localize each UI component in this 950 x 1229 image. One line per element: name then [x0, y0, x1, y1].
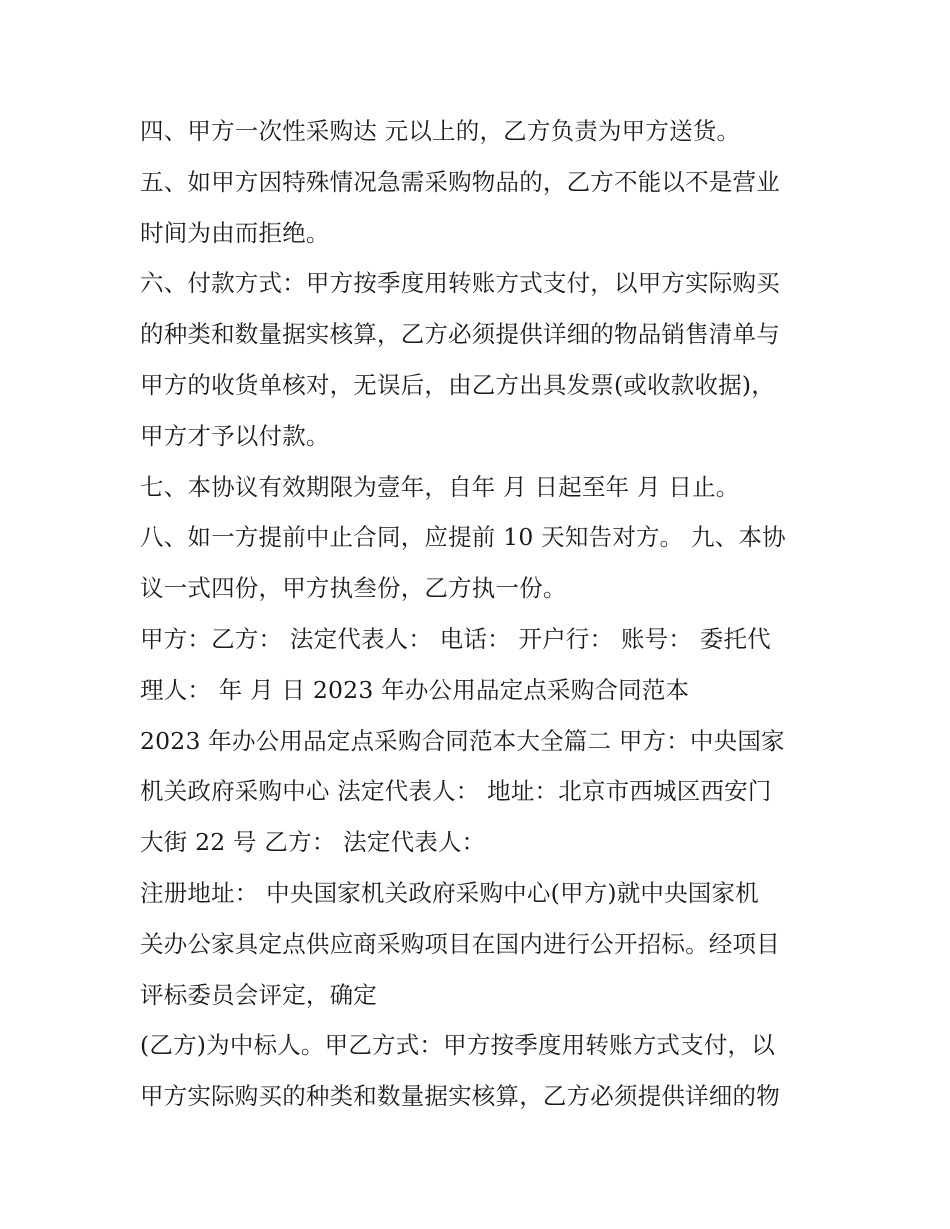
- text-line: 注册地址： 中央国家机关政府采购中心(甲方)就中央国家机: [140, 878, 759, 907]
- text-line: 评标委员会评定，确定: [140, 980, 377, 1009]
- text-line: 甲方实际购买的种类和数量据实核算，乙方必须提供详细的物: [140, 1082, 780, 1111]
- text-line: 六、付款方式：甲方按季度用转账方式支付，以甲方实际购买: [140, 269, 780, 298]
- text-line: 关办公家具定点供应商采购项目在国内进行公开招标。经项目: [140, 929, 780, 958]
- text-line: 四、甲方一次性采购达 元以上的，乙方负责为甲方送货。: [140, 117, 741, 145]
- text-line: 甲方才予以付款。: [140, 421, 330, 450]
- text-line: 八、如一方提前中止合同，应提前 10 天知告对方。 九、本协: [140, 523, 786, 552]
- text-line: 2023 年办公用品定点采购合同范本大全篇二 甲方：中央国家: [140, 726, 785, 755]
- text-line: 大街 22 号 乙方： 法定代表人：: [140, 828, 486, 857]
- document-body: [140, 106, 820, 1122]
- text-line: 七、本协议有效期限为壹年，自年 月 日起至年 月 日止。: [140, 472, 740, 501]
- text-line: 机关政府采购中心 法定代表人： 地址：北京市西城区西安门: [140, 777, 772, 806]
- text-line: 理人： 年 月 日 2023 年办公用品定点采购合同范本: [140, 675, 690, 704]
- text-line: 五、如甲方因特殊情况急需采购物品的，乙方不能以不是营业: [140, 167, 780, 196]
- text-line: (乙方)为中标人。甲乙方式：甲方按季度用转账方式支付，以: [140, 1031, 775, 1060]
- text-line: 甲方的收货单核对，无误后，由乙方出具发票(或收款收据)，: [140, 370, 775, 399]
- text-line: 的种类和数量据实核算，乙方必须提供详细的物品销售清单与: [140, 320, 780, 349]
- text-line: 议一式四份，甲方执叁份，乙方执一份。: [140, 574, 567, 603]
- text-line: 时间为由而拒绝。: [140, 218, 330, 247]
- text-line: 甲方：乙方： 法定代表人： 电话： 开户行： 账号： 委托代: [140, 624, 771, 653]
